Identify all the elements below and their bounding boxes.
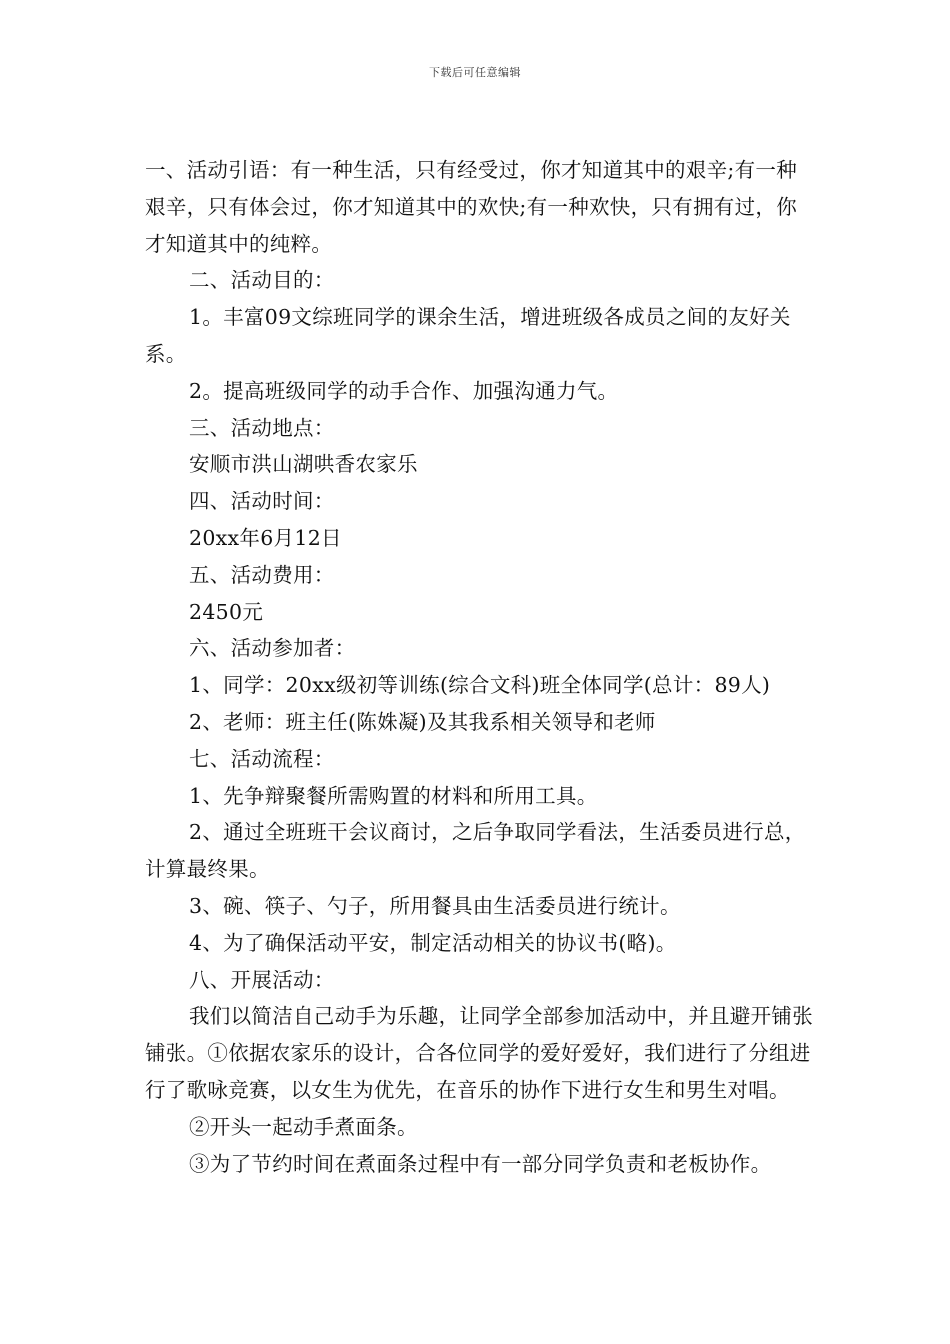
paragraph-activities-2: ②开头一起动手煮面条。: [189, 1114, 418, 1139]
heading-location: 三、活动地点：: [189, 415, 335, 440]
paragraph-activities-3: ③为了节约时间在煮面条过程中有一部分同学负责和老板协作。: [189, 1151, 772, 1176]
paragraph-intro: 一、活动引语：有一种生活，只有经受过，你才知道其中的艰辛;有一种艰辛，只有体会过，你才知道其中的欢快;有一种欢快，只有拥有过，你才知道其中的纯粹。: [145, 158, 798, 256]
heading-activities: 八、开展活动：: [189, 967, 335, 992]
heading-time: 四、活动时间：: [189, 489, 335, 514]
paragraph-purpose-2: 2。提高班级同学的动手合作、加强沟通力气。: [189, 378, 619, 403]
heading-purpose: 二、活动目的：: [189, 268, 335, 293]
paragraph-activities-main: 我们以简洁自己动手为乐趣，让同学全部参加活动中，并且避开铺张铺张。①依据农家乐的设计，合各位同学的爱好爱好，我们进行了分组进行了歌咏竞赛，以女生为优先，在音乐的协作下进行女生和男生对唱。: [145, 1004, 813, 1102]
paragraph-participants-teachers: 2、老师：班主任(陈姝凝)及其我系相关领导和老师: [189, 709, 656, 734]
paragraph-time: 20xx年6月12日: [189, 525, 342, 550]
heading-participants: 六、活动参加者：: [189, 636, 356, 661]
paragraph-purpose-1: 1。丰富09文综班同学的课余生活，增进班级各成员之间的友好关系。: [145, 305, 791, 366]
document-body: [145, 152, 813, 1182]
paragraph-participants-students: 1、同学：20xx级初等训练(综合文科)班全体同学(总计：89人): [189, 673, 771, 698]
paragraph-process-3: 3、碗、筷子、勺子，所用餐具由生活委员进行统计。: [189, 893, 681, 918]
heading-cost: 五、活动费用：: [189, 562, 335, 587]
heading-process: 七、活动流程：: [189, 746, 335, 771]
paragraph-cost: 2450元: [189, 599, 264, 624]
paragraph-process-4: 4、为了确保活动平安，制定活动相关的协议书(略)。: [189, 930, 677, 955]
paragraph-process-1: 1、先争辩聚餐所需购置的材料和所用工具。: [189, 783, 598, 808]
paragraph-location: 安顺市洪山湖哄香农家乐: [189, 452, 418, 477]
paragraph-process-2: 2、通过全班班干会议商讨，之后争取同学看法，生活委员进行总，计算最终果。: [145, 820, 806, 882]
page-header: 下载后可任意编辑: [429, 66, 521, 79]
